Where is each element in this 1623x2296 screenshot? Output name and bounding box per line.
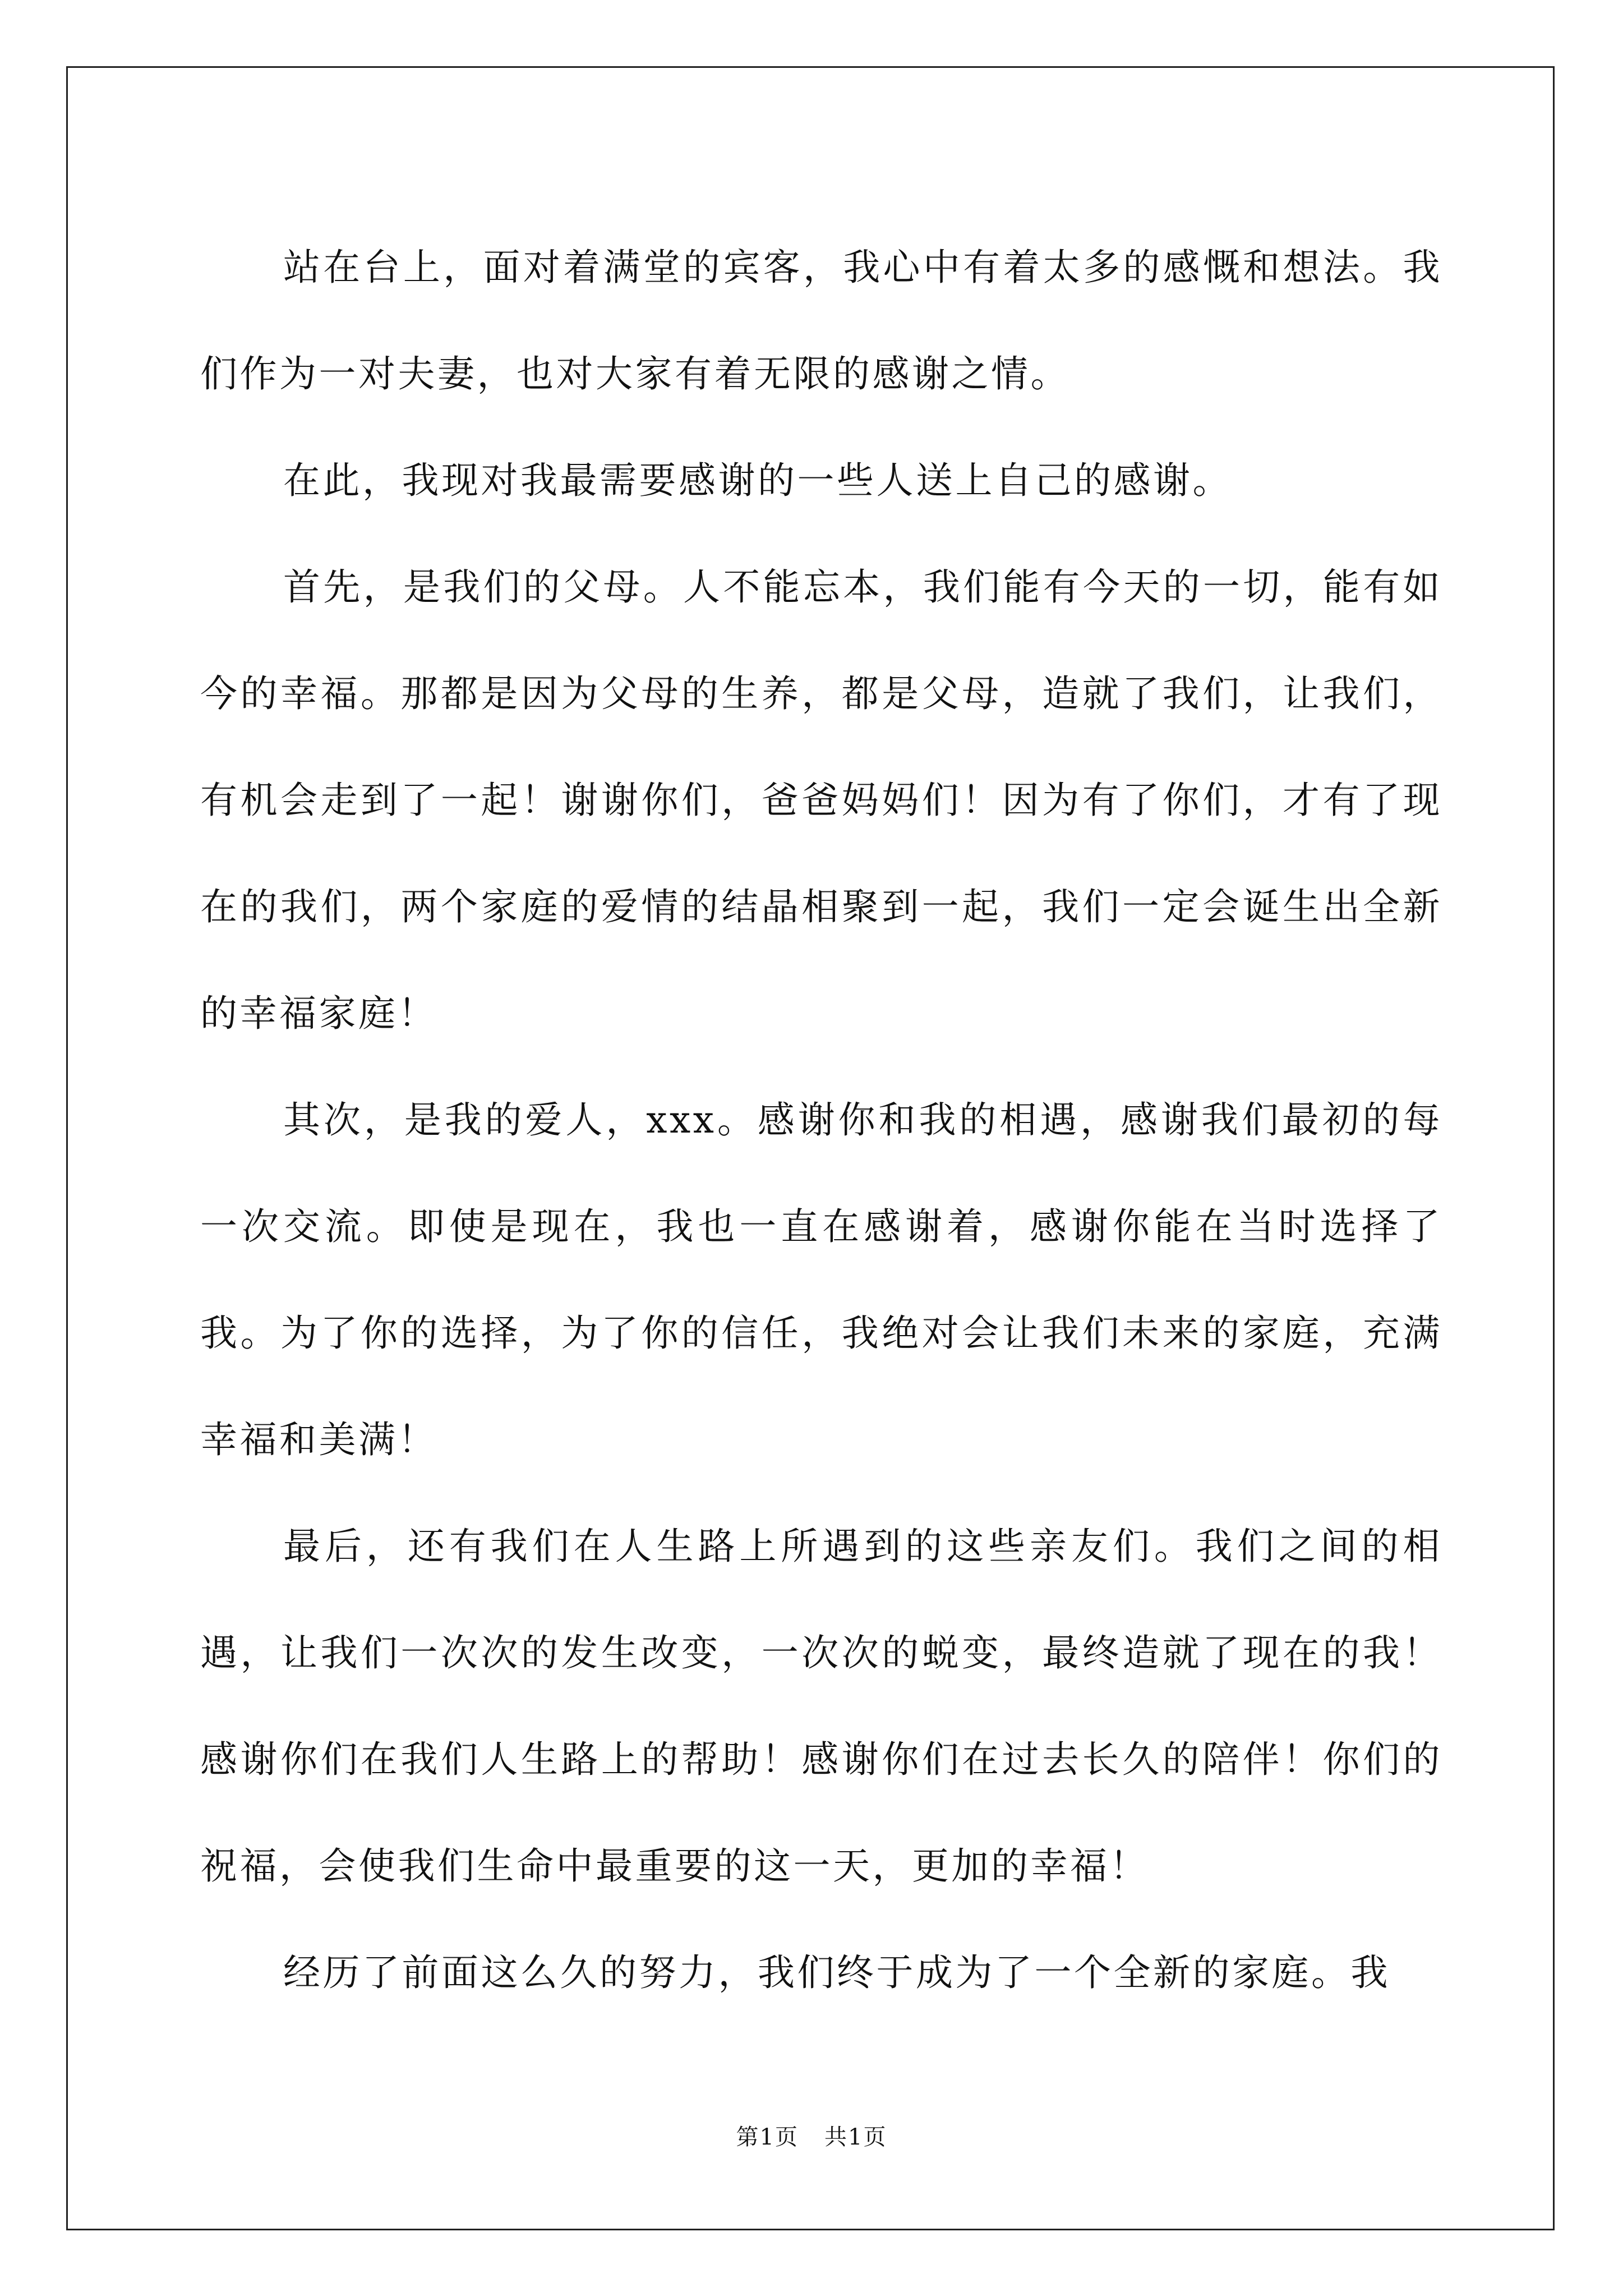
paragraph: 其次，是我的爱人，xxx。感谢你和我的相遇，感谢我们最初的每一次交流。即使是现在，我也一直在感谢着，感谢你能在当时选择了我。为了你的选择，为了你的信任，我绝对会让我们未来的家庭，充满幸福和美满！ (200, 1098, 1442, 1461)
page-footer (0, 2120, 1623, 2154)
paragraph: 最后，还有我们在人生路上所遇到的这些亲友们。我们之间的相遇，让我们一次次的发生改变，一次次的蜕变，最终造就了现在的我！感谢你们在我们人生路上的帮助！感谢你们在过去长久的陪伴！你们的祝福，会使我们生命中最重要的这一天，更加的幸福！ (200, 1525, 1442, 1888)
page-number-total: 共1页 (824, 2124, 887, 2150)
paragraph: 站在台上，面对着满堂的宾客，我心中有着太多的感慨和想法。我们作为一对夫妻，也对大家有着无限的感谢之情。 (200, 246, 1442, 395)
paragraph: 在此，我现对我最需要感谢的一些人送上自己的感谢。 (283, 459, 1232, 502)
paragraph: 经历了前面这么久的努力，我们终于成为了一个全新的家庭。我 (283, 1951, 1390, 1994)
paragraph: 首先，是我们的父母。人不能忘本，我们能有今天的一切，能有如今的幸福。那都是因为父母的生养，都是父母，造就了我们，让我们，有机会走到了一起！谢谢你们，爸爸妈妈们！因为有了你们，才有了现在的我们，两个家庭的爱情的结晶相聚到一起，我们一定会诞生出全新的幸福家庭！ (200, 565, 1442, 1035)
page-number-current: 第1页 (736, 2124, 799, 2150)
document-body (200, 214, 1442, 2026)
